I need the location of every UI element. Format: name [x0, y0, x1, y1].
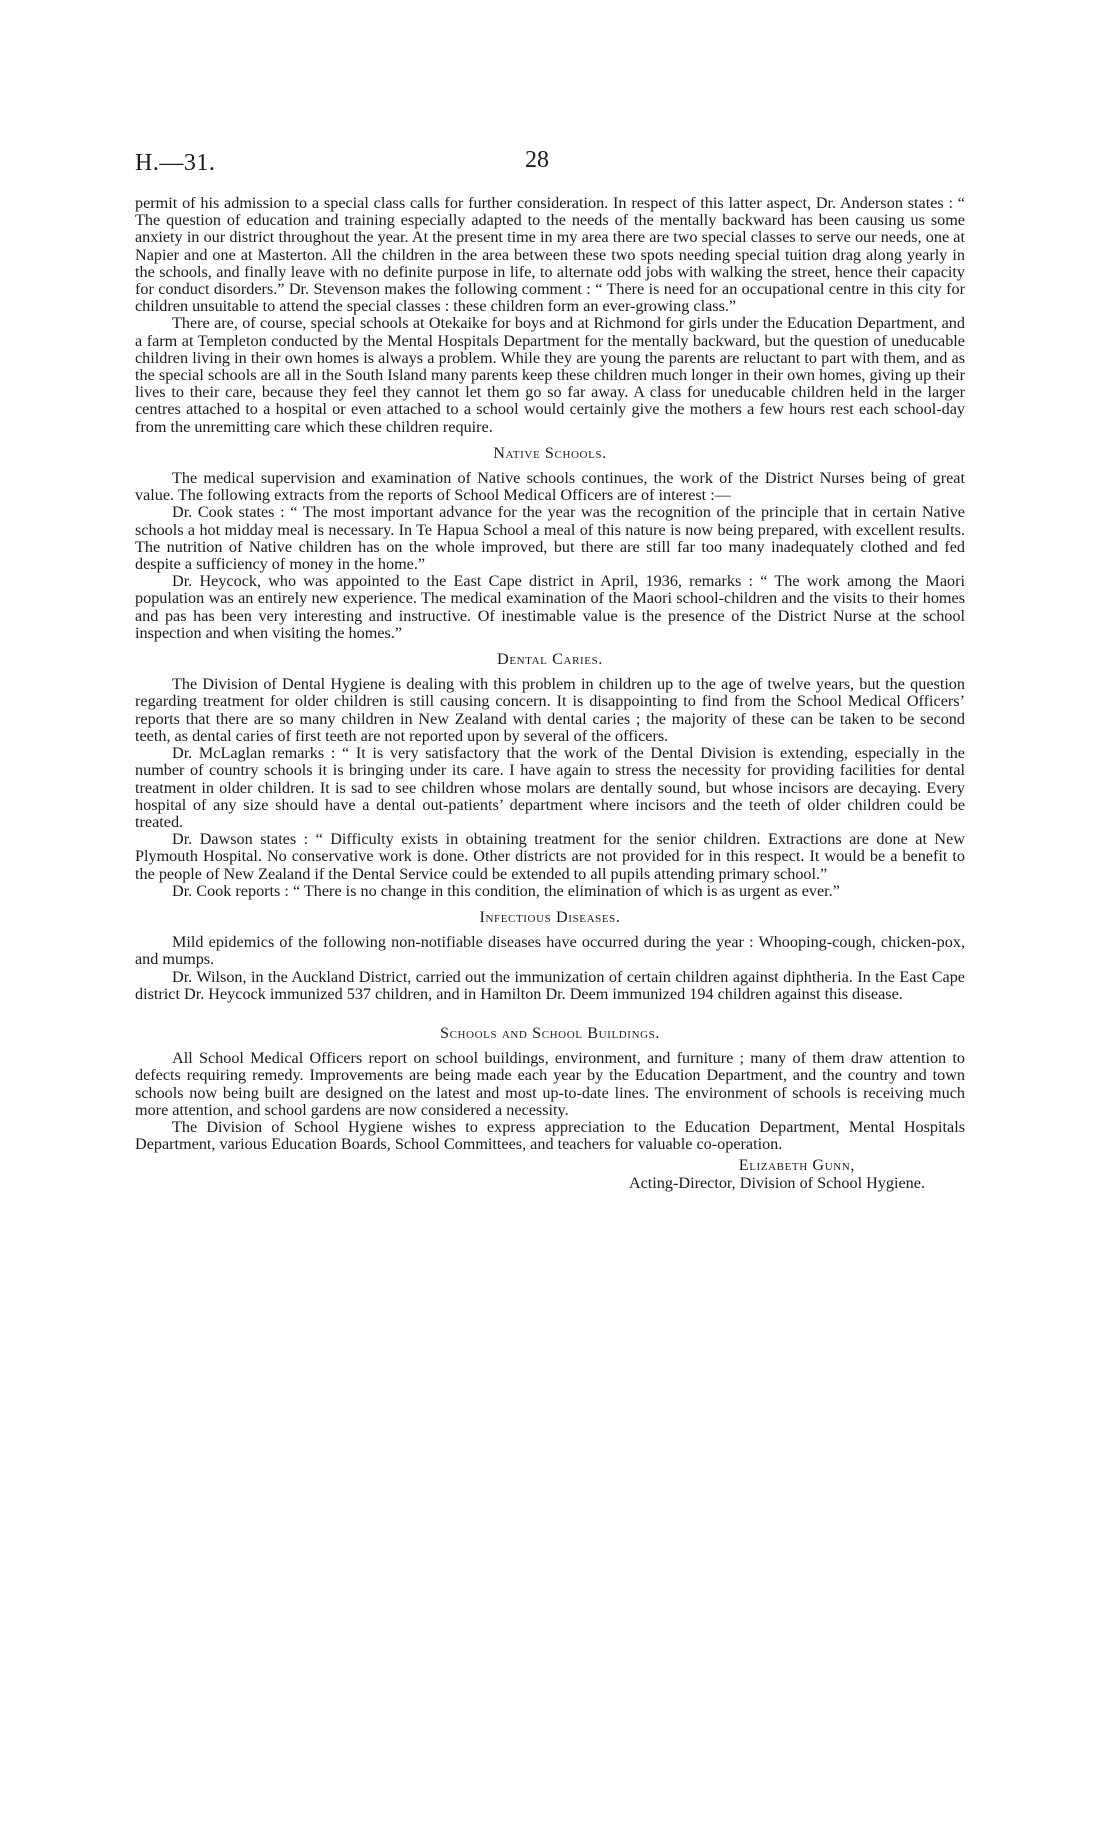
- paragraph: Dr. Wilson, in the Auckland District, carried out the immunization of certain children against diphtheria. In the East Cape district Dr. Heycock immunized 537 children, and in Hamilton Dr. Deem immunized 194 children against this disease.: [135, 967, 965, 1003]
- paragraph: Dr. Cook states : “ The most important advance for the year was the recognition of the principle that in certain Native schools a hot midday meal is necessary. In Te Hapua School a meal of this nature is now being prepared, with excellent results. The nutrition of Native children has on the whole improved, but there are still far too many inadequately clothed and fed despite a sufficiency of money in the home.”: [135, 503, 965, 574]
- section-heading-dental-caries: Dental Caries.: [497, 650, 603, 669]
- paragraph: Dr. Dawson states : “ Difficulty exists in obtaining treatment for the senior children. Extractions are done at New Plymouth Hospital. No conservative work is done. Other districts are not provided for in this respect. It would be a benefit to the people of New Zealand if the Dental Service could be extended to all pupils attending primary school.”: [135, 830, 965, 883]
- page-number: 28: [525, 147, 549, 173]
- signatory-name: Elizabeth Gunn,: [738, 1156, 855, 1175]
- document-body: [135, 195, 965, 1192]
- paragraph: The Division of School Hygiene wishes to express appreciation to the Education Department, Mental Hospitals Department, various Education Boards, School Committees, and teachers for valuable co-operation.: [135, 1117, 965, 1154]
- paragraph: All School Medical Officers report on school buildings, environment, and furniture ; many of them draw attention to defects requiring remedy. Improvements are being made each year by the Education Department, and the country and town schools now being built are designed on the latest and most up-to-date lines. The environment of schools is receiving much more attention, and school gardens are now considered a necessity.: [135, 1049, 965, 1119]
- paragraph: There are, of course, special schools at Otekaike for boys and at Richmond for girls under the Education Department, and a farm at Templeton conducted by the Mental Hospitals Department for the mentally backward, but the question of uneducable children living in their own homes is always a problem. While they are young the parents are reluctant to part with them, and as the special schools are all in the South Island many parents keep these children much longer in their own homes, giving up their lives to their care, because they feel they cannot let them go so far away. A class for uneducable children held in the larger centres attached to a hospital or even attached to a school would certainly give the mothers a few hours rest each school-day from the unremitting care which these children require.: [135, 314, 965, 436]
- section-heading-native-schools: Native Schools.: [493, 443, 607, 462]
- paragraph: Dr. McLaglan remarks : “ It is very satisfactory that the work of the Dental Division is extending, especially in the number of country schools it is bringing under its care. I have again to stress the necessity for providing facilities for dental treatment in older children. It is sad to see children whose molars are dentally sound, but whose incisors are decaying. Every hospital of any size should have a dental out-patients’ department where incisors and the teeth of older children could be treated.: [135, 744, 965, 831]
- signatory-title: Acting-Director, Division of School Hygiene.: [628, 1173, 925, 1192]
- paragraph: permit of his admission to a special class calls for further consideration. In respect of this latter aspect, Dr. Anderson states : “ The question of education and training especially adapted to the needs of the mentally backward has been causing us some anxiety in our district throughout the year. At the present time in my area there are two special classes to serve our needs, one at Napier and one at Masterton. All the children in the area between these two spots needing special tuition drag along yearly in the schools, and finally leave with no definite purpose in life, to alternate odd jobs with walking the street, hence their capacity for conduct disorders.” Dr. Stevenson makes the following comment : “ There is need for an occupational centre in this city for children unsuitable to attend the special classes : these children form an ever-growing class.”: [135, 194, 965, 316]
- section-heading-infectious-diseases: Infectious Diseases.: [479, 907, 621, 926]
- document-reference: H.—31.: [135, 150, 216, 176]
- paragraph: The Division of Dental Hygiene is dealing with this problem in children up to the age of twelve years, but the question regarding treatment for older children is still causing concern. It is disappointing to find from the School Medical Officers’ reports that there are so many children in New Zealand with dental caries ; the majority of these can be taken to be second teeth, as dental caries of first teeth are not reported upon by several of the officers.: [135, 675, 965, 745]
- paragraph: Dr. Cook reports : “ There is no change in this condition, the elimination of which is as urgent as ever.”: [172, 881, 840, 900]
- page-header: [135, 147, 965, 190]
- signature-block: [135, 1157, 965, 1191]
- paragraph: Dr. Heycock, who was appointed to the East Cape district in April, 1936, remarks : “ The work among the Maori population was an entirely new experience. The medical examination of the Maori school-children and the visits to their homes and pas has been very interesting and instructive. Of inestimable value is the presence of the District Nurse at the school inspection and when visiting the homes.”: [135, 572, 965, 642]
- paragraph: Mild epidemics of the following non-notifiable diseases have occurred during the year : Whooping-cough, chicken-pox, and mumps.: [135, 933, 965, 969]
- paragraph: The medical supervision and examination of Native schools continues, the work of the District Nurses being of great value. The following extracts from the reports of School Medical Officers are of interest :—: [135, 469, 965, 505]
- section-heading-schools-buildings: Schools and School Buildings.: [439, 1023, 661, 1042]
